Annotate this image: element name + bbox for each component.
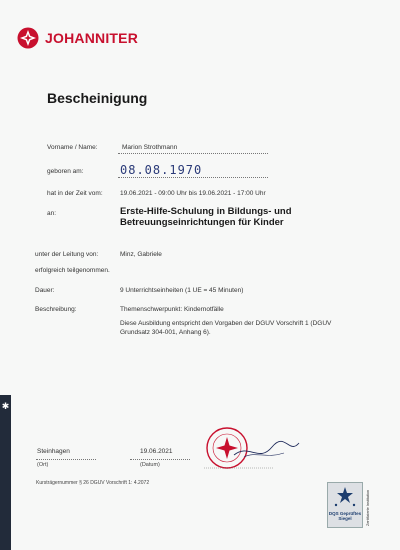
dqs-certification-badge (327, 482, 363, 528)
dauer-value: 9 Unterrichtseinheiten (1 UE = 45 Minuten) (120, 287, 244, 294)
beschreibung-value: Themenschwerpunkt: Kindernotfälle (120, 306, 224, 313)
dqs-text: DQS Geprüftes Siegel (328, 511, 362, 521)
sig-ort: Steinhagen (37, 448, 70, 455)
course-title: Erste-Hilfe-Schulung in Bildungs- und Betreuungseinrichtungen für Kinder (120, 206, 292, 228)
sidebar-strip (0, 395, 11, 550)
sidebar-cross-icon: ✱ (1, 401, 10, 411)
johanniter-seal-icon (204, 425, 304, 475)
johanniter-cross-icon (17, 27, 39, 49)
dqs-side-text: Zertifizierte Institution (366, 489, 370, 526)
sig-datum-label: (Datum) (140, 462, 160, 468)
leitung-value: Minz, Gabriele (120, 251, 162, 258)
erfolg-text: erfolgreich teilgenommen. (35, 267, 110, 274)
footer-note: Kursträgernummer § 26 DGUV Vorschrift 1: 4.2072 (36, 480, 150, 486)
brand-name: JOHANNITER (45, 30, 139, 46)
vorname-label: Vorname / Name: (47, 144, 98, 151)
sig-datum: 19.06.2021 (140, 448, 173, 455)
beschreibung-label: Beschreibung: (35, 306, 77, 313)
sig-ort-label: (Ort) (37, 462, 49, 468)
geboren-label: geboren am: (47, 168, 84, 175)
ort-line (36, 459, 96, 460)
zeit-value: 19.06.2021 - 09:00 Uhr bis 19.06.2021 - 17:00 Uhr (120, 190, 266, 197)
geboren-value: 08.08.1970 (120, 163, 203, 177)
johanniter-logo (17, 27, 138, 49)
datum-line (130, 459, 190, 460)
document-title: Bescheinigung (47, 90, 148, 106)
leitung-label: unter der Leitung von: (35, 251, 99, 258)
vorname-line (118, 153, 268, 154)
vorname-value: Marion Strothmann (122, 144, 178, 151)
dqs-star-icon (328, 483, 362, 511)
dguv-note: Diese Ausbildung entspricht den Vorgaben der DGUV Vorschrift 1 (DGUV Grundsatz 304-001, Anhang 6). (120, 320, 332, 336)
zeit-label: hat in der Zeit vom: (47, 190, 103, 197)
dauer-label: Dauer: (35, 287, 55, 294)
geboren-line (118, 177, 268, 178)
an-label: an: (47, 210, 57, 217)
